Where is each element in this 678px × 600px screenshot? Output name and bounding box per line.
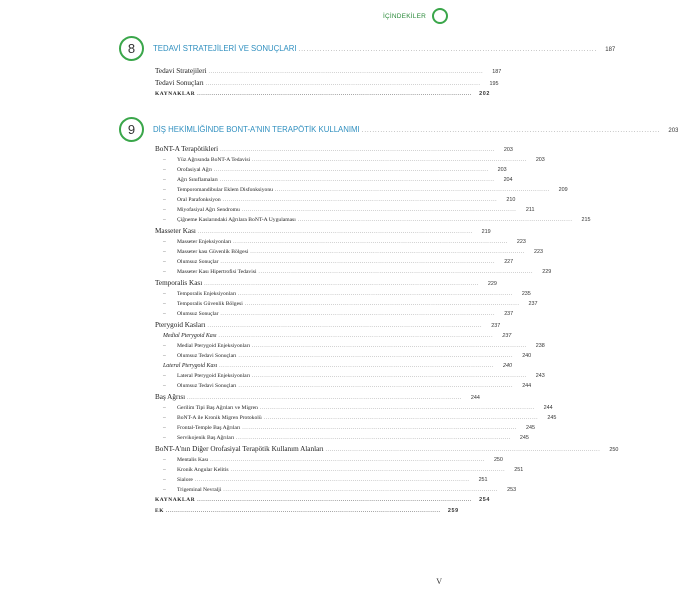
chapter-9-heading[interactable] [119, 117, 678, 142]
toc-entry-page: 250 [609, 447, 619, 453]
toc-entry[interactable] [155, 195, 516, 205]
toc-entry-title: Miyofasiyal Ağrı Sendromu [177, 207, 240, 213]
toc-entry-page: 244 [470, 395, 480, 401]
toc-entry-title: Lateral Pterygoid Kası [163, 363, 218, 369]
toc-entry-page: 202 [479, 91, 490, 97]
chapter-8-heading[interactable] [119, 36, 616, 61]
page-header [383, 8, 448, 24]
dash-bullet: – [163, 373, 166, 379]
toc-entry[interactable] [155, 506, 459, 517]
toc-entry-title: KAYNAKLAR [155, 497, 196, 503]
toc-entry-title: BoNT-A ile Kronik Migren Protokolü [177, 415, 262, 421]
toc-entry[interactable] [155, 247, 544, 257]
toc-entry[interactable] [155, 267, 552, 277]
toc-entry[interactable] [155, 89, 490, 100]
toc-entry[interactable] [155, 237, 526, 247]
toc-entry[interactable] [155, 175, 513, 185]
toc-entry[interactable] [155, 299, 538, 309]
toc-entry-page: 253 [507, 487, 517, 493]
toc-entry-title: Frontal-Temple Baş Ağrıları [177, 425, 241, 431]
toc-entry[interactable] [155, 455, 503, 465]
toc-entry-title: Medial Pterygoid Enjeksiyonları [177, 343, 251, 349]
toc-entry[interactable] [155, 361, 513, 371]
toc-entry[interactable] [155, 78, 499, 89]
toc-entry-page: 210 [506, 197, 516, 203]
toc-entry-page: 204 [503, 177, 513, 183]
toc-entry-title: Oral Parafonksiyon [177, 197, 221, 203]
toc-entry-page: 215 [581, 217, 591, 223]
dash-bullet: – [163, 415, 166, 421]
toc-entry[interactable] [155, 392, 480, 403]
toc-entry-title: Ağrı Sınıflamaları [177, 177, 218, 183]
chapter-page: 203 [668, 128, 678, 134]
toc-entry-page: 240 [503, 363, 513, 369]
toc-entry-page: 250 [493, 457, 503, 463]
dot-leader [236, 433, 511, 444]
header-label: İÇİNDEKİLER [382, 12, 426, 20]
toc-entry[interactable] [155, 226, 491, 237]
toc-entry-page: 235 [521, 291, 531, 297]
toc-entry-page: 245 [519, 435, 529, 441]
toc-entry[interactable] [155, 475, 488, 485]
dash-bullet: – [163, 187, 166, 193]
toc-entry-title: Baş Ağrısı [155, 393, 186, 401]
toc-entry[interactable] [155, 165, 507, 175]
toc-entry[interactable] [155, 465, 524, 475]
toc-entry-title: Mentalis Kası [177, 457, 209, 463]
toc-entry-page: 244 [522, 383, 532, 389]
dot-leader [299, 44, 598, 53]
toc-entry[interactable] [155, 351, 532, 361]
chapter-title: DİŞ HEKİMLİĞİNDE BONT-A'NIN TERAPÖTİK KULLANIMI [153, 125, 360, 134]
chapter-title: TEDAVİ STRATEJİLERİ VE SONUÇLARI [153, 44, 297, 53]
toc-entry[interactable] [155, 423, 536, 433]
toc-entry-page: 237 [491, 323, 501, 329]
toc-entry-title: EK [155, 508, 164, 514]
dot-leader [259, 267, 534, 278]
toc-entry-title: Yüz Ağrısında BoNT-A Tedavisi [177, 157, 251, 163]
toc-entry-page: 237 [528, 301, 538, 307]
toc-entry-title: Trigeminal Nevralji [177, 487, 222, 493]
toc-entry-title: Medial Pterygoid Kası [163, 333, 217, 339]
toc-entry-page: 195 [489, 81, 499, 87]
toc-entry-page: 203 [503, 147, 513, 153]
toc-entry[interactable] [155, 289, 531, 299]
dash-bullet: – [163, 157, 166, 163]
toc-entry-page: 243 [535, 373, 545, 379]
toc-entry-page: 219 [481, 229, 491, 235]
toc-entry-page: 245 [526, 425, 536, 431]
dash-bullet: – [163, 239, 166, 245]
toc-entry-title: Servikojenik Baş Ağrıları [177, 435, 235, 441]
toc-entry[interactable] [155, 155, 545, 165]
toc-entry[interactable] [155, 205, 535, 215]
toc-entry-page: 223 [534, 249, 544, 255]
toc-entry-page: 237 [504, 311, 514, 317]
dash-bullet: – [163, 487, 166, 493]
toc-entry-title: Masseter Kası Hipertrofisi Tedavisi [177, 269, 257, 275]
toc-entry-page: 254 [479, 497, 490, 503]
toc-entry-title: Lateral Pterygoid Enjeksiyonları [177, 373, 251, 379]
dash-bullet: – [163, 177, 166, 183]
toc-entry-page: 251 [478, 477, 488, 483]
dash-bullet: – [163, 291, 166, 297]
dot-leader [197, 495, 472, 506]
toc-entry[interactable] [155, 320, 501, 331]
dot-leader [209, 66, 484, 78]
toc-entry-title: Olumsuz Sonuçlar [177, 259, 219, 265]
dash-bullet: – [163, 343, 166, 349]
toc-entry-title: Olumsuz Tedavi Sonuçları [177, 353, 237, 359]
toc-entry-page: 229 [542, 269, 552, 275]
dash-bullet: – [163, 259, 166, 265]
toc-entry-page: 238 [535, 343, 545, 349]
toc-entry-page: 223 [516, 239, 526, 245]
toc-entry[interactable] [155, 144, 513, 155]
toc-entry[interactable] [155, 433, 529, 443]
dot-leader [197, 89, 472, 100]
chapter-9-entries [155, 143, 619, 517]
dash-bullet: – [163, 207, 166, 213]
toc-entry-title: Orofasiyal Ağrı [177, 167, 212, 173]
dash-bullet: – [163, 405, 166, 411]
dash-bullet: – [163, 477, 166, 483]
dot-leader [362, 125, 661, 134]
toc-entry-page: 203 [497, 167, 507, 173]
toc-entry[interactable] [155, 403, 553, 413]
toc-entry-page: 209 [558, 187, 568, 193]
dash-bullet: – [163, 425, 166, 431]
toc-entry-title: Kronik Angular Kelitis [177, 467, 229, 473]
toc-entry-page: 211 [525, 207, 535, 213]
toc-entry-title: Olumsuz Sonuçlar [177, 311, 219, 317]
toc-entry[interactable] [155, 66, 502, 77]
page-number: V [436, 577, 442, 586]
toc-entry-page: 187 [492, 69, 502, 75]
toc-entry-title: Gerilim Tipi Baş Ağrıları ve Migren [177, 405, 258, 411]
dash-bullet: – [163, 311, 166, 317]
toc-entry[interactable] [155, 278, 497, 289]
dot-leader [166, 506, 441, 517]
toc-entry-title: Çiğneme Kaslarındaki Ağrılara BoNT-A Uygulaması [177, 217, 296, 223]
toc-entry-page: 245 [547, 415, 557, 421]
dash-bullet: – [163, 353, 166, 359]
toc-entry-page: 227 [504, 259, 514, 265]
toc-entry-title: Masseter kası Güvenlik Bölgesi [177, 249, 249, 255]
toc-entry-title: KAYNAKLAR [155, 91, 196, 97]
toc-entry[interactable] [155, 185, 568, 195]
toc-entry-title: Temporalis Kası [155, 279, 203, 287]
toc-entry[interactable] [155, 485, 517, 495]
toc-entry-page: 203 [535, 157, 545, 163]
dash-bullet: – [163, 383, 166, 389]
chapter-number-badge: 8 [119, 36, 144, 61]
toc-entry[interactable] [155, 341, 545, 351]
dash-bullet: – [163, 167, 166, 173]
toc-entry-title: Temporalis Güvenlik Bölgesi [177, 301, 243, 307]
toc-entry-title: Olumsuz Tedavi Sonuçları [177, 383, 237, 389]
toc-entry[interactable] [155, 495, 490, 506]
toc-entry-page: 237 [502, 333, 512, 339]
chapter-8-entries [155, 65, 502, 100]
toc-entry-title: Masseter Enjeksiyonları [177, 239, 232, 245]
toc-entry[interactable] [155, 257, 514, 267]
dash-bullet: – [163, 197, 166, 203]
toc-entry[interactable] [155, 371, 545, 381]
toc-entry[interactable] [155, 444, 619, 455]
chapter-page: 187 [605, 47, 616, 53]
dot-leader [220, 309, 495, 320]
toc-entry-title: Sialore [177, 477, 193, 483]
toc-entry-title: Pterygoid Kasları [155, 321, 206, 329]
toc-entry-title: Tedavi Stratejileri [155, 67, 207, 75]
circle-icon [432, 8, 448, 24]
dash-bullet: – [163, 249, 166, 255]
toc-entry[interactable] [155, 331, 512, 341]
toc-entry-title: BoNT-A'nın Diğer Orofasiyal Terapötik Kullanım Alanları [155, 445, 324, 453]
toc-entry-title: Temporalis Enjeksiyonları [177, 291, 237, 297]
dash-bullet: – [163, 467, 166, 473]
toc-entry-page: 244 [543, 405, 553, 411]
dot-leader [298, 215, 573, 226]
dash-bullet: – [163, 217, 166, 223]
toc-entry-page: 240 [522, 353, 532, 359]
chapter-number-badge: 9 [119, 117, 144, 142]
toc-entry[interactable] [155, 381, 532, 391]
toc-entry-title: Masseter Kası [155, 227, 196, 235]
dot-leader [238, 381, 513, 392]
dash-bullet: – [163, 269, 166, 275]
toc-entry[interactable] [155, 309, 514, 319]
dash-bullet: – [163, 457, 166, 463]
toc-entry-page: 251 [514, 467, 524, 473]
toc-entry-title: Temporomandibular Eklem Disfonksiyonu [177, 187, 273, 193]
toc-entry-page: 229 [487, 281, 497, 287]
dash-bullet: – [163, 435, 166, 441]
toc-entry[interactable] [155, 215, 591, 225]
dash-bullet: – [163, 301, 166, 307]
toc-entry[interactable] [155, 413, 557, 423]
toc-entry-page: 259 [447, 508, 459, 514]
toc-entry-title: BoNT-A Terapötikleri [155, 145, 219, 153]
toc-entry-title: Tedavi Sonuçları [155, 79, 204, 87]
